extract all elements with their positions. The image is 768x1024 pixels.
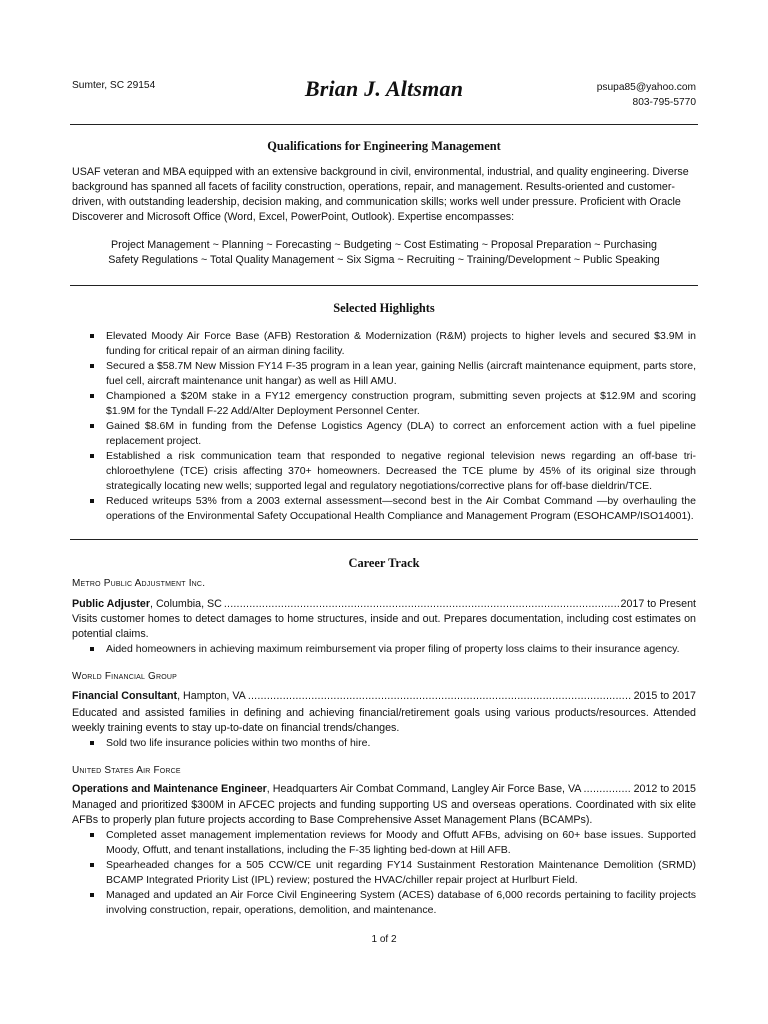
job-bullet-text: Aided homeowners in achieving maximum reimbursement via proper filing of property loss claims to their insurance agency. xyxy=(106,643,680,655)
job-title: Financial Consultant xyxy=(72,690,178,702)
list-item xyxy=(72,858,696,888)
list-item xyxy=(72,329,696,359)
leader-dots xyxy=(224,597,619,612)
job-dates: 2012 to 2015 xyxy=(633,783,696,795)
highlight-text: Gained $8.6M in funding from the Defense Logistics Agency (DLA) to correct an enforcement action with a fuel pipeline replacement project. xyxy=(106,420,696,447)
list-item xyxy=(72,736,696,751)
job-title-line xyxy=(72,689,696,704)
divider xyxy=(70,285,698,286)
skills-list xyxy=(72,238,696,268)
skills-line: Safety Regulations ~ Total Quality Management ~ Six Sigma ~ Recruiting ~ Training/Development ~ Public Speaking xyxy=(108,254,660,266)
highlight-text: Secured a $58.7M New Mission FY14 F-35 program in a lean year, gaining Nellis (aircraft maintenance equipment, parts store, fuel cell, aircraft maintenance unit hangar) as well as Hill AMU. xyxy=(106,360,696,387)
highlight-text: Reduced writeups 53% from a 2003 external assessment—second best in the Air Combat Command —by overhauling the operations of the Environmental Safety Occupational Health Compliance and Management Program (ESOHCAMP/ISO14001). xyxy=(106,495,696,522)
job-bullet-text: Spearheaded changes for a 505 CCW/CE unit regarding FY14 Sustainment Restoration Maintenance Demolition (SRMD) BCAMP Integrated Priority List (IPL) review; postured the HVAC/chiller repair project at Hurlburt Field. xyxy=(106,859,696,886)
list-item xyxy=(72,419,696,449)
qualifications-summary: USAF veteran and MBA equipped with an extensive background in civil, environmental, industrial, and quality engineering. Diverse background has spanned all facets of facility construction, operations, repair, and management. Results-oriented and customer-driven, with outstanding leadership, decision making, and communication skills; works well under pressure. Proficient with Oracle Discoverer and Microsoft Office (Word, Excel, PowerPoint, Outlook). Expertise encompasses: xyxy=(72,166,689,223)
job-title: Operations and Maintenance Engineer xyxy=(72,783,267,795)
highlights-title: Selected Highlights xyxy=(333,301,435,315)
job-bullets xyxy=(72,736,696,751)
list-item xyxy=(72,642,696,657)
job-location: , Hampton, VA xyxy=(177,690,246,702)
divider xyxy=(70,539,698,540)
skills-line: Project Management ~ Planning ~ Forecasting ~ Budgeting ~ Cost Estimating ~ Proposal Preparation ~ Purchasing xyxy=(111,239,657,251)
employer-name: World Financial Group xyxy=(72,671,178,682)
job-title: Public Adjuster xyxy=(72,598,150,610)
job-description: Managed and prioritized $300M in AFCEC projects and funding supporting US and overseas operations. Coordinated with six elite AFBs to properly plan future projects according to Base Comprehensive Asset Management Plans (BCAMPs). xyxy=(72,799,696,826)
job-description: Visits customer homes to detect damages to home structures, inside and out. Prepares documentation, including cost estimates on potential claims. xyxy=(72,613,696,640)
career-title: Career Track xyxy=(348,556,420,570)
job-bullets xyxy=(72,828,696,918)
job-title-line xyxy=(72,597,696,612)
list-item xyxy=(72,389,696,419)
highlights-list xyxy=(72,329,696,524)
job-bullet-text: Sold two life insurance policies within two months of hire. xyxy=(106,737,371,749)
bullet-icon xyxy=(90,454,94,458)
email: psupa85@yahoo.com xyxy=(596,82,696,93)
list-item xyxy=(72,449,696,494)
bullet-icon xyxy=(90,499,94,503)
employer-name: Metro Public Adjustment Inc. xyxy=(72,578,206,589)
highlight-text: Elevated Moody Air Force Base (AFB) Restoration & Modernization (R&M) projects to higher levels and secured $3.9M in funding for critical repair of an airman dining facility. xyxy=(106,330,696,357)
bullet-icon xyxy=(90,833,94,837)
page-number: 1 of 2 xyxy=(371,934,397,945)
list-item xyxy=(72,494,696,524)
bullet-icon xyxy=(90,647,94,651)
header-contact xyxy=(597,80,696,110)
highlight-text: Established a risk communication team that responded to negative regional television news regarding an off-base tri-chloroethylene (TCE) crisis affecting 370+ homeowners. Decreased the TCE plume by 45% of its original size through strategically locating new wells; supported legal and regulatory negotiations/corrective plans for off-base dieldrin/TCE. xyxy=(106,450,696,492)
leader-dots xyxy=(583,782,631,797)
bullet-icon xyxy=(90,741,94,745)
bullet-icon xyxy=(90,863,94,867)
job-dates: 2015 to 2017 xyxy=(633,690,696,702)
job-bullet-text: Completed asset management implementation reviews for Moody and Offutt AFBs, advising on 60+ base issues. Supported Moody, Offutt, and tenant installations, including the F-35 lighting bed-down at Hill AFB. xyxy=(106,829,696,856)
candidate-name: Brian J. Altsman xyxy=(304,76,464,101)
header-location: Sumter, SC 29154 xyxy=(72,80,156,91)
list-item xyxy=(72,828,696,858)
phone: 803-795-5770 xyxy=(632,97,696,108)
divider xyxy=(70,124,698,125)
employer-name: United States Air Force xyxy=(72,765,181,776)
job-location: , Columbia, SC xyxy=(150,598,222,610)
bullet-icon xyxy=(90,394,94,398)
list-item xyxy=(72,359,696,389)
highlight-text: Championed a $20M stake in a FY12 emergency construction program, submitting seven projects at $12.9M and scoring $1.9M for the Tyndall F-22 Add/Alter Deployment Personnel Center. xyxy=(106,390,696,417)
bullet-icon xyxy=(90,364,94,368)
bullet-icon xyxy=(90,334,94,338)
job-bullets xyxy=(72,642,696,657)
job-description: Educated and assisted families in defining and achieving financial/retirement goals using various products/resources. Attended weekly training events to stay up-to-date on financial trends/changes. xyxy=(72,707,696,734)
job-location: , Headquarters Air Combat Command, Langley Air Force Base, VA xyxy=(266,783,582,795)
leader-dots xyxy=(248,689,632,704)
job-dates: 2017 to Present xyxy=(620,598,696,610)
qualifications-title: Qualifications for Engineering Management xyxy=(267,139,501,153)
job-title-line xyxy=(72,782,696,797)
bullet-icon xyxy=(90,893,94,897)
bullet-icon xyxy=(90,424,94,428)
job-bullet-text: Managed and updated an Air Force Civil Engineering System (ACES) database of 6,000 records pertaining to facility projects involving construction, repair, operations, demolition, and maintenance. xyxy=(106,889,696,916)
list-item xyxy=(72,888,696,918)
